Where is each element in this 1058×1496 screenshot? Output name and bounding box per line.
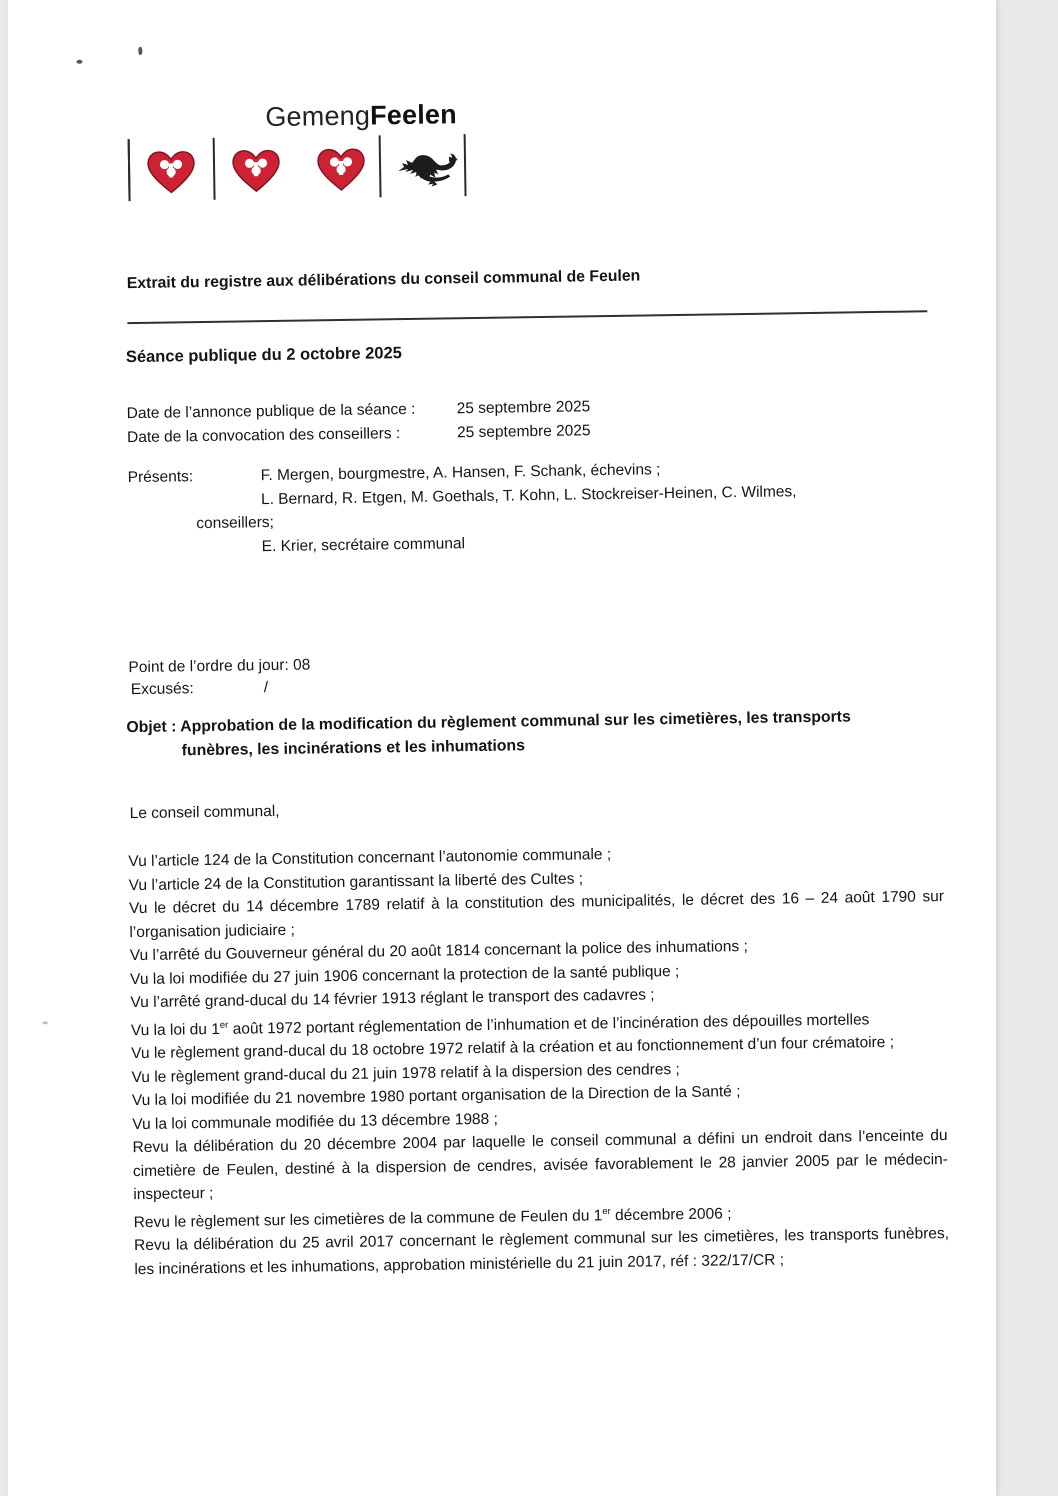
objet-block <box>126 704 947 763</box>
citation-line: Vu le règlement grand-ducal du 21 juin 1978 relatif à la dispersion des cendres ; <box>131 1060 680 1086</box>
heart-icon <box>316 148 367 193</box>
citations-list <box>128 838 949 1281</box>
objet-text-1: Approbation de la modification du règlement communal sur les cimetières, les transports <box>180 708 851 736</box>
ordinal-suffix: er <box>602 1205 611 1217</box>
crest-divider <box>379 135 382 197</box>
present-line-conseillers-cont: conseillers; <box>196 513 275 533</box>
citation-line: Vu la loi communale modifiée du 13 décembre 1988 ; <box>132 1110 498 1133</box>
lion-icon <box>390 150 459 195</box>
present-label: Présents: <box>127 468 194 487</box>
citation-line: Revu le règlement sur les cimetières de la commune de Feulen du 1er décembre 2006 ; <box>133 1205 732 1231</box>
paper-sheet <box>8 0 996 1496</box>
citation-line: Vu la loi modifiée du 27 juin 1906 concernant la protection de la santé publique ; <box>129 962 680 988</box>
crest-divider <box>128 139 131 201</box>
announce-date-value: 25 septembre 2025 <box>456 398 591 418</box>
objet-prefix: Objet : <box>126 718 177 737</box>
heart-icon <box>231 149 282 194</box>
heart-icon <box>146 150 197 195</box>
scan-speckle <box>43 1021 48 1024</box>
citation-line: Vu le décret du 14 décembre 1789 relatif à la constitution des municipalités, le décret des 16 – 24 août 1790 sur l’organisation judiciaire ; <box>128 888 945 941</box>
objet-line-2: funèbres, les incinérations et les inhumations <box>181 736 526 759</box>
citation-line: Vu l’arrêté grand-ducal du 14 février 1913 réglant le transport des cadavres ; <box>130 986 655 1012</box>
present-line-conseillers: L. Bernard, R. Etgen, M. Goethals, T. Kohn, L. Stockreiser-Heinen, C. Wilmes, <box>260 482 797 508</box>
citation-line: Vu l’arrêté du Gouverneur général du 20 août 1814 concernant la police des inhumations ; <box>129 937 748 965</box>
body-intro: Le conseil communal, <box>129 802 280 823</box>
present-line-echevins: F. Mergen, bourgmestre, A. Hansen, F. Schank, échevins ; <box>260 461 661 485</box>
citation-line: Vu la loi modifiée du 21 novembre 1980 portant organisation de la Direction de la Santé ; <box>131 1083 741 1110</box>
header-divider <box>127 310 927 323</box>
agenda-point: Point de l’ordre du jour: 08 <box>128 656 311 677</box>
citation-line: Vu l’article 24 de la Constitution garantissant la liberté des Cultes ; <box>128 869 584 894</box>
commune-logo <box>127 99 478 205</box>
convocation-date-label: Date de la convocation des conseillers : <box>126 424 401 446</box>
citation-line: Vu la loi du 1er août 1972 portant réglementation de l’inhumation et de l’incinération des dépouilles mortelles <box>130 1010 870 1039</box>
crest-row <box>128 134 469 205</box>
logo-title <box>265 99 477 133</box>
excused-value: / <box>263 679 269 697</box>
citation-line: Revu la délibération du 25 avril 2017 concernant le règlement communal sur les cimetières, les transports funèbres, les incinérations et les inhumations, approbation ministérielle du 21 juin 2017, réf : 322/17/CR ; <box>133 1225 950 1278</box>
citation-line: Revu la délibération du 20 décembre 2004 par laquelle le conseil communal a défini un endroit dans l’enceinte du cimetière de Feulen, destiné à la dispersion de cendres, avisée favorablement le 28 janvier 2005 par le médecin-inspecteur ; <box>132 1127 948 1204</box>
logo-title-light: Gemeng <box>265 100 371 133</box>
scan-speckle <box>138 47 142 55</box>
excused-label: Excusés: <box>130 680 194 699</box>
ordinal-suffix: er <box>219 1019 229 1031</box>
attendance-block <box>127 454 938 560</box>
logo-title-bold: Feelen <box>369 99 458 131</box>
scan-speckle <box>76 60 82 64</box>
dates-block <box>127 391 888 449</box>
session-heading: Séance publique du 2 octobre 2025 <box>125 344 402 367</box>
announce-date-label: Date de l’annonce publique de la séance : <box>126 400 416 423</box>
citation-line: Vu l’article 124 de la Constitution concernant l’autonomie communale ; <box>128 846 612 871</box>
crest-divider <box>213 138 216 200</box>
convocation-date-value: 25 septembre 2025 <box>456 421 591 441</box>
present-line-secretaire: E. Krier, secrétaire communal <box>261 534 466 555</box>
citation-line: Vu le règlement grand-ducal du 18 octobre 1972 relatif à la création et au fonctionnement d’un four crématoire ; <box>131 1033 895 1063</box>
present-names <box>196 454 951 558</box>
crest-divider <box>464 134 467 196</box>
page-title: Extrait du registre aux délibérations du conseil communal de Feulen <box>126 267 641 293</box>
